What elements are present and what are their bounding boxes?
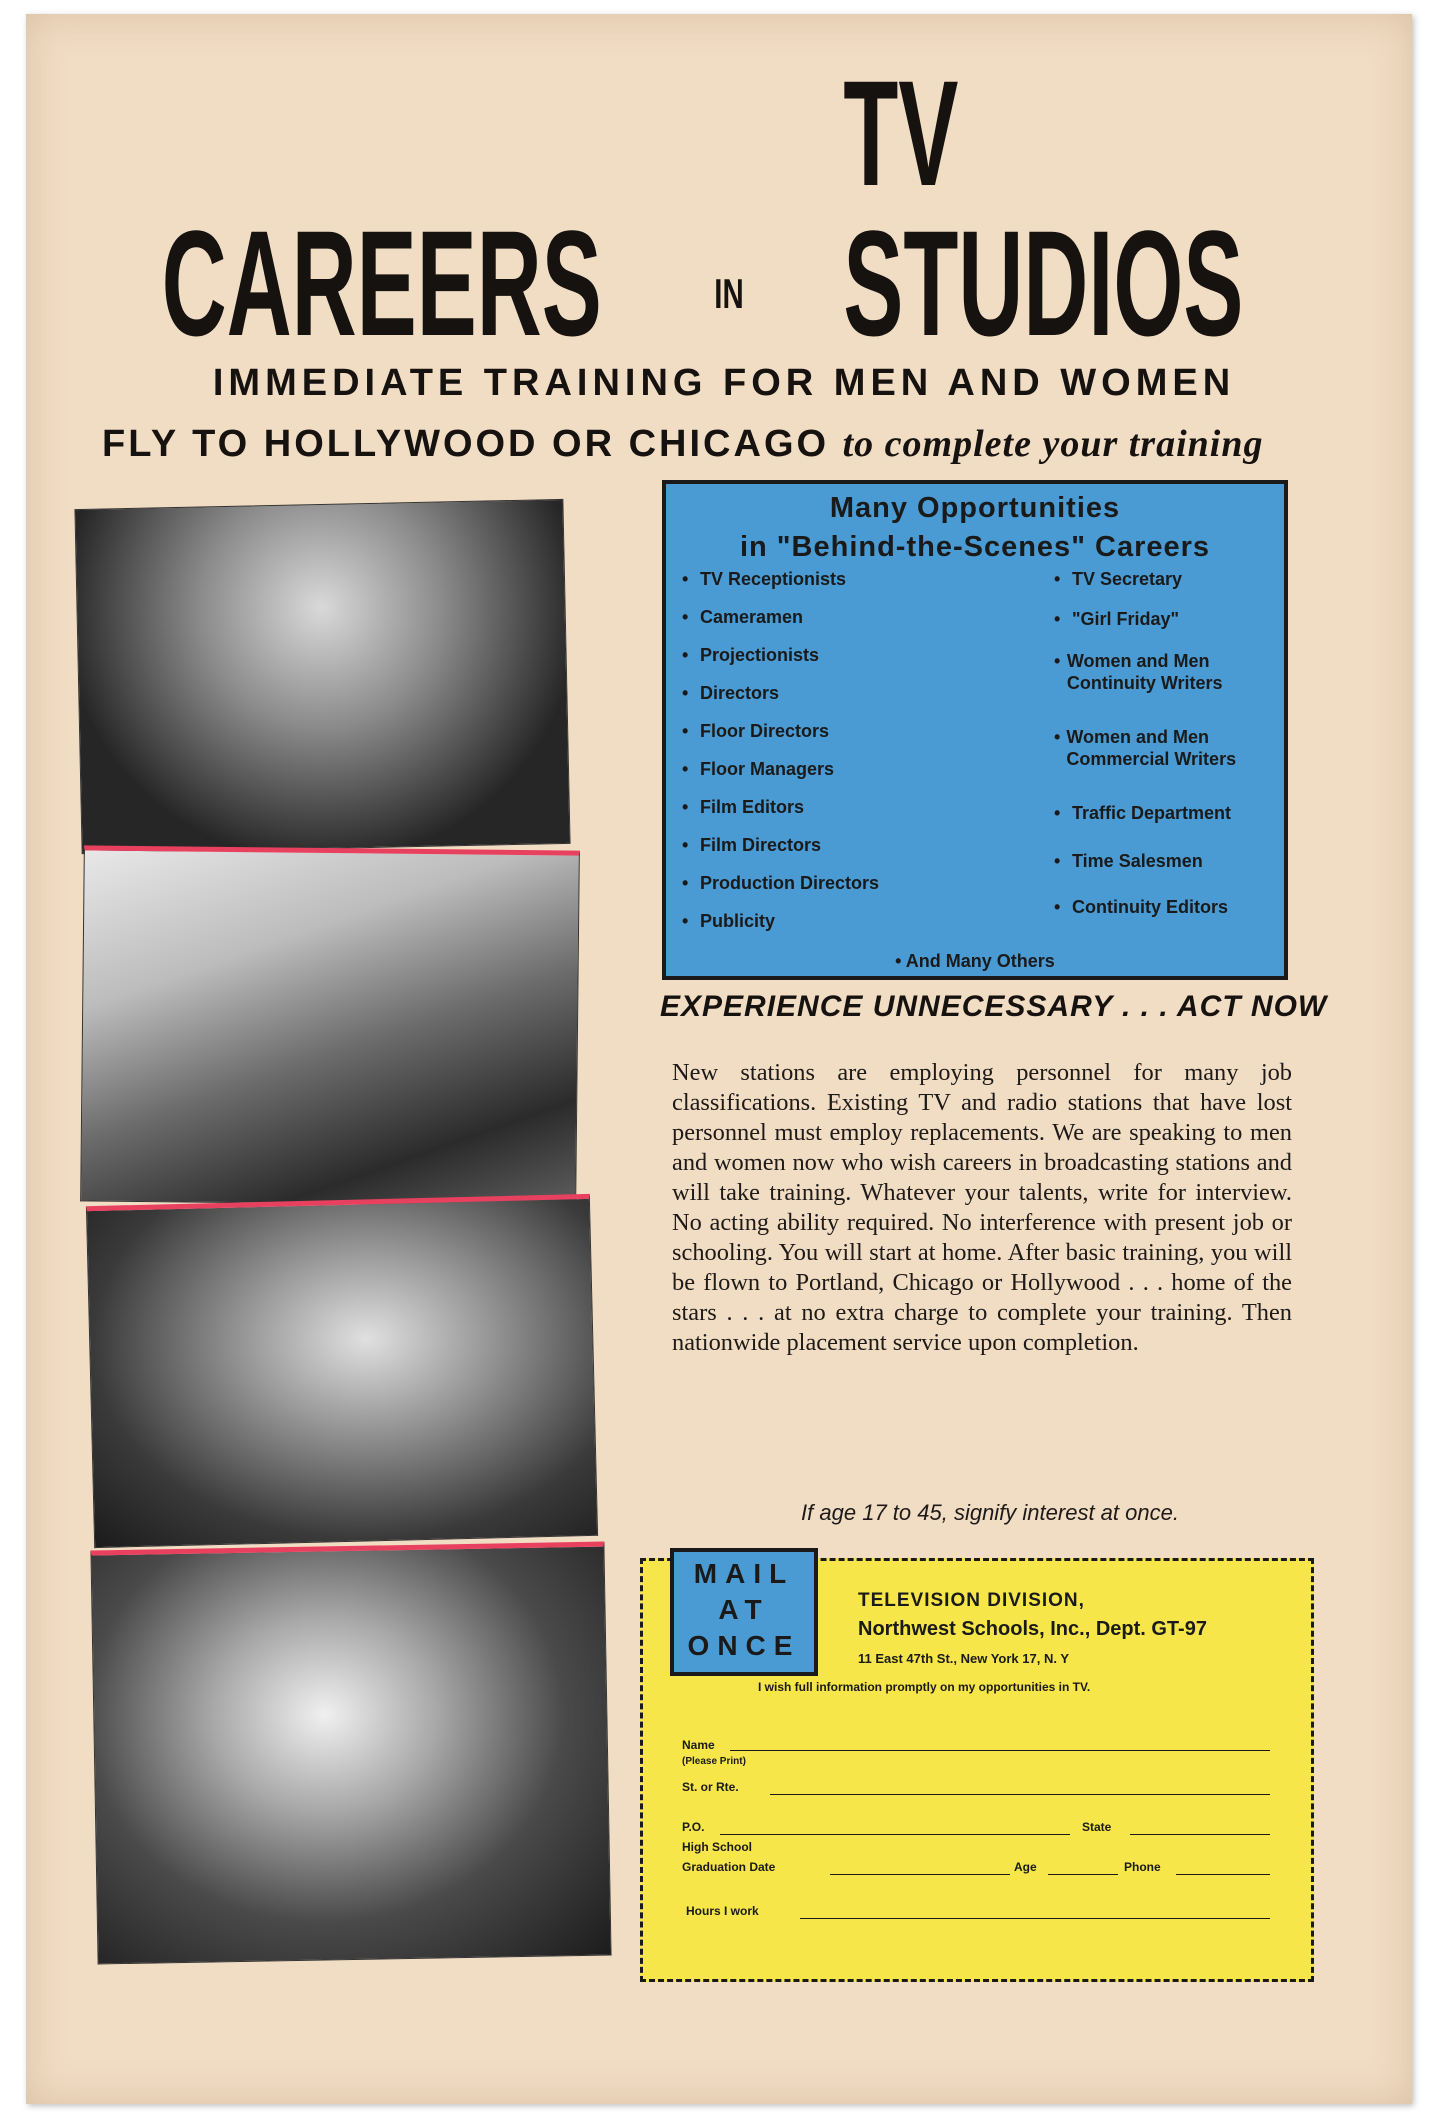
coupon-state-line[interactable] <box>1130 1834 1270 1835</box>
list-item: • Floor Managers <box>682 759 835 779</box>
opportunities-right-list <box>1054 568 1284 936</box>
headline-in: IN <box>714 270 745 317</box>
headline-tv-studios: TV STUDIOS <box>843 49 1244 367</box>
photo-broadcast-set <box>86 1194 598 1548</box>
coupon-state-label: State <box>1082 1820 1112 1834</box>
coupon-street-address: 11 East 47th St., New York 17, N. Y <box>858 1651 1069 1666</box>
opportunities-box <box>662 480 1288 980</box>
coupon-street-label: St. or Rte. <box>682 1780 739 1794</box>
fly-line-italic: to complete your training <box>842 423 1264 465</box>
opportunities-title-1: Many Opportunities <box>829 492 1121 524</box>
coupon-hours-label: Hours I work <box>686 1904 759 1918</box>
fly-line <box>102 422 1312 466</box>
list-item: • Publicity <box>682 911 776 931</box>
body-text: New stations are employing personnel for many job classifications. Existing TV and radio stations that have lost personnel must employ replacements. We are speaking to men and women now who wish careers in broadcasting stations and will take training. Whatever your talents, write for interview. No acting ability required. No interference with present job or schooling. You will start at home. After basic training, you will be flown to Portland, Chicago or Hollywood . . . home of the stars . . . at no extra charge to complete your training. Then nationwide placement service upon completion. <box>672 1059 1292 1356</box>
list-item: • Directors <box>682 683 780 703</box>
list-item: • Projectionists <box>682 645 820 665</box>
coupon-street-line[interactable] <box>770 1794 1270 1795</box>
age-note: If age 17 to 45, signify interest at once. <box>801 1500 1179 1525</box>
headline-careers: CAREERS <box>161 199 602 367</box>
opportunities-title-2: in "Behind-the-Scenes" Careers <box>739 531 1211 563</box>
list-item: • TV Receptionists <box>682 569 847 589</box>
list-item: • Film Editors <box>682 797 805 817</box>
coupon-division: TELEVISION DIVISION, <box>858 1590 1085 1611</box>
photo-projectionist <box>90 1542 611 1965</box>
photo-studio-crowd <box>74 499 570 854</box>
experience-heading: EXPERIENCE UNNECESSARY . . . ACT NOW <box>660 990 1328 1023</box>
coupon-grad-line[interactable] <box>830 1874 1010 1875</box>
coupon-po-label: P.O. <box>682 1820 705 1834</box>
headline <box>80 49 1312 367</box>
coupon-wish-text: I wish full information promptly on my opportunities in TV. <box>758 1680 1091 1694</box>
list-item: • Continuity Editors <box>1054 897 1228 917</box>
coupon-age-label: Age <box>1014 1860 1037 1874</box>
list-item: • "Girl Friday" <box>1054 609 1180 629</box>
coupon-address <box>858 1590 1207 1666</box>
fly-line-bold: FLY TO HOLLYWOOD OR CHICAGO <box>102 423 830 465</box>
coupon-name-label: Name <box>682 1738 715 1752</box>
opportunities-more: • And Many Others <box>895 951 1055 971</box>
coupon-name-line[interactable] <box>730 1750 1270 1751</box>
coupon-grad-label: Graduation Date <box>682 1860 776 1874</box>
list-item: • Cameramen <box>682 607 804 627</box>
coupon-hs-label: High School <box>682 1840 752 1854</box>
list-item: • Floor Directors <box>682 721 830 741</box>
list-item: • TV Secretary <box>1054 569 1183 589</box>
coupon-phone-label: Phone <box>1124 1860 1161 1874</box>
coupon-hours-line[interactable] <box>800 1918 1270 1919</box>
mail-at-once-badge: MAIL AT ONCE <box>670 1548 818 1676</box>
photo-control-room <box>80 845 580 1206</box>
list-item: • Time Salesmen <box>1054 851 1203 871</box>
list-item: • Women and Men Continuity Writers <box>1054 651 1223 693</box>
opportunities-left-list <box>682 568 972 948</box>
list-item: • Women and Men Commercial Writers <box>1054 727 1237 769</box>
subheadline: IMMEDIATE TRAINING FOR MEN AND WOMEN <box>212 362 1236 404</box>
list-item: • Production Directors <box>682 873 880 893</box>
coupon-phone-line[interactable] <box>1176 1874 1270 1875</box>
list-item: • Traffic Department <box>1054 803 1232 823</box>
coupon-po-line[interactable] <box>720 1834 1070 1835</box>
coupon-age-line[interactable] <box>1048 1874 1118 1875</box>
list-item: • Film Directors <box>682 835 822 855</box>
coupon-school: Northwest Schools, Inc., Dept. GT-97 <box>858 1618 1207 1640</box>
coupon-print-label: (Please Print) <box>682 1756 746 1767</box>
